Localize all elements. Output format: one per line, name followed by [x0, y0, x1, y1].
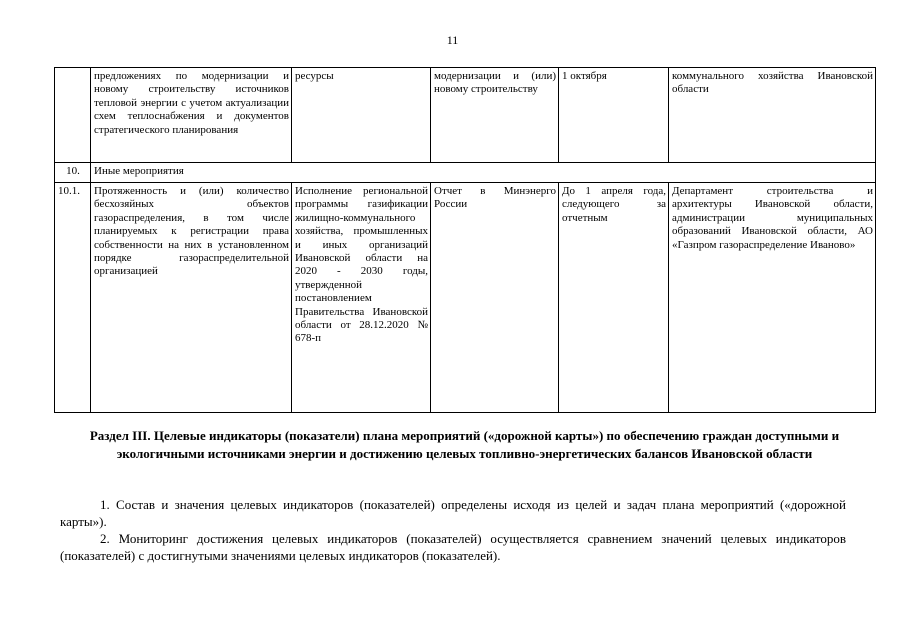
table-row-continuation	[55, 68, 876, 163]
cell-source: ресурсы	[292, 68, 431, 163]
paragraph-1: 1. Состав и значения целевых индикаторов (показателей) определены исходя из целей и задач плана мероприятий («дорожной карты»).	[60, 497, 846, 529]
page-number: 11	[446, 33, 459, 47]
cell-responsible: коммунального хозяйства Ивановской области	[669, 68, 876, 163]
body-text	[60, 496, 846, 564]
cell-responsible: Департамент строительства и архитектуры Ивановской области, администрации муниципальных образований Ивановской области, АО «Газпром газораспределение Иваново»	[669, 183, 876, 413]
table-row-10-1	[55, 183, 876, 413]
cell-result: модернизации и (или) новому строительству	[431, 68, 559, 163]
cell-event: Протяженность и (или) количество бесхозяйных объектов газораспределения, в том числе планируемых к регистрации права собственности на них в установленном порядке газораспределительной организацией	[91, 183, 292, 413]
paragraph-2: 2. Мониторинг достижения целевых индикаторов (показателей) осуществляется сравнением значений целевых индикаторов (показателей) с достигнутыми значениями целевых индикаторов (показателей).	[60, 531, 846, 563]
cell-event: предложениях по модернизации и новому строительству источников тепловой энергии с учетом актуализации схем теплоснабжения и документов стратегического планирования	[91, 68, 292, 163]
section-heading: Раздел III. Целевые индикаторы (показатели) плана мероприятий («дорожной карты») по обеспечению граждан доступными и экологичными источниками энергии и достижению целевых топливно-энергетических балансов Ивановской области	[89, 428, 840, 461]
measures-table	[54, 67, 876, 413]
cell-section-title: Иные мероприятия	[91, 163, 876, 183]
cell-result: Отчет в Минэнерго России	[431, 183, 559, 413]
cell-num: 10.1.	[55, 183, 91, 413]
cell-deadline: 1 октября	[559, 68, 669, 163]
cell-section-num: 10.	[55, 163, 91, 183]
table-row-section	[55, 163, 876, 183]
cell-source: Исполнение региональной программы газификации жилищно-коммунального хозяйства, промышленных и иных организаций Ивановской области на 2020 - 2030 годы, утвержденной постановлением Правительства Ивановской области от 28.12.2020 № 678-п	[292, 183, 431, 413]
cell-deadline: До 1 апреля года, следующего за отчетным	[559, 183, 669, 413]
cell-num	[55, 68, 91, 163]
